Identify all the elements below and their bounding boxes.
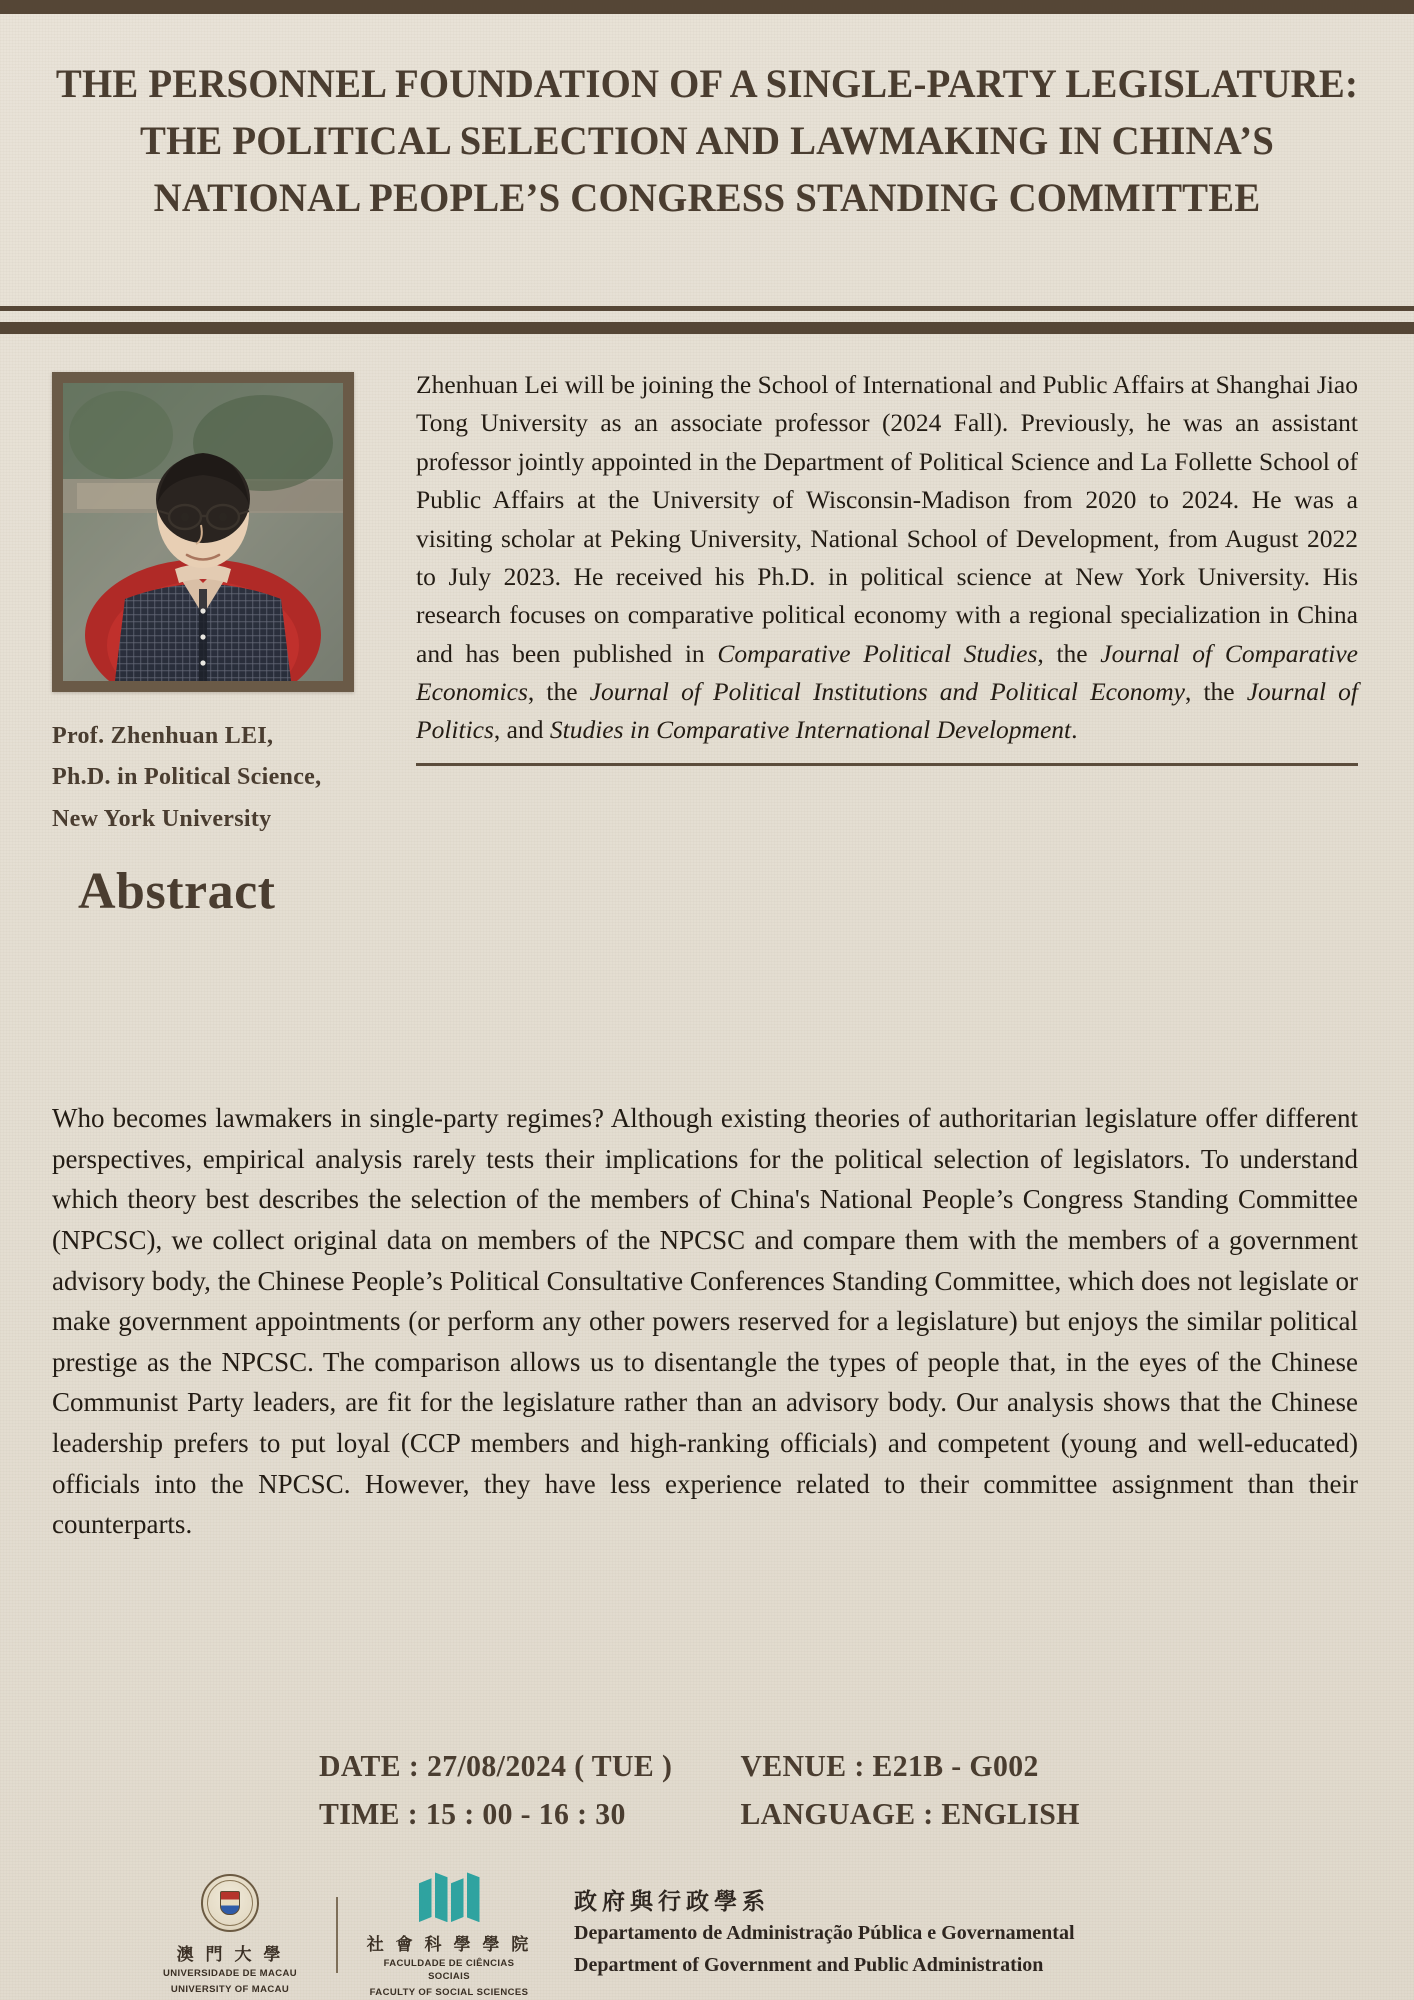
faculty-name-english: FACULTY OF SOCIAL SCIENCES <box>369 1986 529 1998</box>
journal-name-2: Journal of Comparative Economics <box>416 638 1358 706</box>
bio-end-punctuation: . <box>1071 715 1078 745</box>
ss-bar-3 <box>451 1878 464 1922</box>
abstract-block <box>52 1098 1358 1545</box>
right-column <box>400 352 1414 750</box>
main-content-columns <box>0 352 1414 921</box>
bio-connector-2: , the <box>527 677 590 706</box>
event-date: DATE : 27/08/2024 ( TUE ) <box>319 1748 673 1783</box>
event-time: TIME : 15 : 00 - 16 : 30 <box>319 1796 627 1832</box>
department-name-chinese: 政府與行政學系 <box>574 1889 770 1916</box>
department-name-english: Department of Government and Public Administration <box>574 1953 1044 1976</box>
faculty-name-chinese: 社 會 科 學 學 院 <box>366 1935 532 1956</box>
bio-connector-1: , the <box>1037 638 1101 668</box>
university-name-portuguese: UNIVERSIDADE DE MACAU <box>162 1967 298 1979</box>
bio-main-text: Zhenhuan Lei will be joining the School of International and Public Affairs at Shanghai Jiao Tong University as an associate professor (2024 Fall). Previously, he was an assistant professor jointly appointed in the Department of Political Science and La Follette School of Public Affairs at the University of Wisconsin-Madison from 2020 to 2024. He was a visiting scholar at Peking University, National School of Development, from August 2022 to July 2023. He received his Ph.D. in political science at New York University. His research focuses on comparative political economy with a regional specialization in China and has been published in <box>416 370 1358 668</box>
abstract-body: Who becomes lawmakers in single-party regimes? Although existing theories of authoritarian legislature offer different perspectives, empirical analysis rarely tests their implications for the political selection of legislators. To understand which theory best describes the selection of the members of China's National People’s Congress Standing Committee (NPCSC), we collect original data on members of the NPCSC and compare them with the members of a government advisory body, the Chinese People’s Political Consultative Conferences Standing Committee, which does not legislate or make government appointments (or perform any other powers reserved for a legislature) but enjoys the similar political prestige as the NPCSC. The comparison allows us to disentangle the types of people that, in the eyes of the Chinese Communist Party leaders, are fit for the legislature rather than an advisory body. Our analysis shows that the Chinese leadership prefers to put loyal (CCP members and high-ranking officials) and competent (young and well-educated) officials into the NPCSC. However, they have less experience related to their committee assignment than their counterparts. <box>52 1103 1358 1540</box>
top-border-bar <box>0 0 1414 14</box>
event-details <box>0 1742 1414 1838</box>
speaker-degree: Ph.D. in Political Science, <box>52 764 322 791</box>
bio-abstract-divider <box>416 763 1358 766</box>
university-logo <box>150 1874 310 1997</box>
university-name-chinese: 澳 門 大 學 <box>176 1944 284 1965</box>
speaker-photo <box>63 383 343 681</box>
faculty-name-portuguese: FACULDADE DE CIÊNCIAS SOCIAIS <box>383 1958 515 1983</box>
event-venue: VENUE : E21B - G002 <box>740 1748 1039 1783</box>
divider-rule-thick <box>0 322 1414 334</box>
footer <box>0 1870 1414 2000</box>
logo-separator <box>336 1897 338 1973</box>
journal-name-3: Journal of Political Institutions and Political Economy <box>589 677 1185 706</box>
bio-connector-4: , and <box>493 715 550 745</box>
department-block <box>574 1888 1075 1981</box>
shield-icon <box>220 1891 240 1915</box>
journal-name-5: Studies in Comparative International Development <box>549 715 1072 745</box>
page-title: THE PERSONNEL FOUNDATION OF A SINGLE-PARTY LEGISLATURE: THE POLITICAL SELECTION AND LAWMAKING IN CHINA’S NATIONAL PEOPLE’S CONGRESS STANDING COMMITTEE <box>55 61 1359 220</box>
university-crest-icon <box>201 1874 259 1932</box>
journal-name-4: Journal of Politics <box>416 677 1358 745</box>
speaker-biography <box>416 366 1358 750</box>
event-language: LANGUAGE : ENGLISH <box>740 1796 1080 1832</box>
event-details-right <box>727 1742 1080 1838</box>
university-name-english: UNIVERSITY OF MACAU <box>170 1983 290 1995</box>
portrait-illustration <box>63 383 343 681</box>
ss-bar-2 <box>435 1872 448 1922</box>
journal-name-1: Comparative Political Studies <box>717 638 1038 668</box>
divider-rule-thin <box>0 306 1414 311</box>
speaker-photo-frame <box>52 372 354 692</box>
title-block <box>0 14 1414 248</box>
ss-bar-4 <box>467 1872 480 1922</box>
bio-connector-3: , the <box>1184 677 1247 706</box>
left-column <box>0 352 400 921</box>
social-sciences-icon <box>419 1870 480 1922</box>
faculty-logo <box>364 1870 534 1999</box>
department-name-portuguese: Departamento de Administração Pública e Governamental <box>574 1922 1075 1945</box>
event-details-left <box>319 1742 672 1838</box>
speaker-institution: New York University <box>52 805 272 832</box>
abstract-heading: Abstract <box>78 862 276 920</box>
speaker-info <box>52 716 400 840</box>
speaker-name: Prof. Zhenhuan LEI, <box>52 723 274 749</box>
ss-bar-1 <box>419 1878 432 1922</box>
